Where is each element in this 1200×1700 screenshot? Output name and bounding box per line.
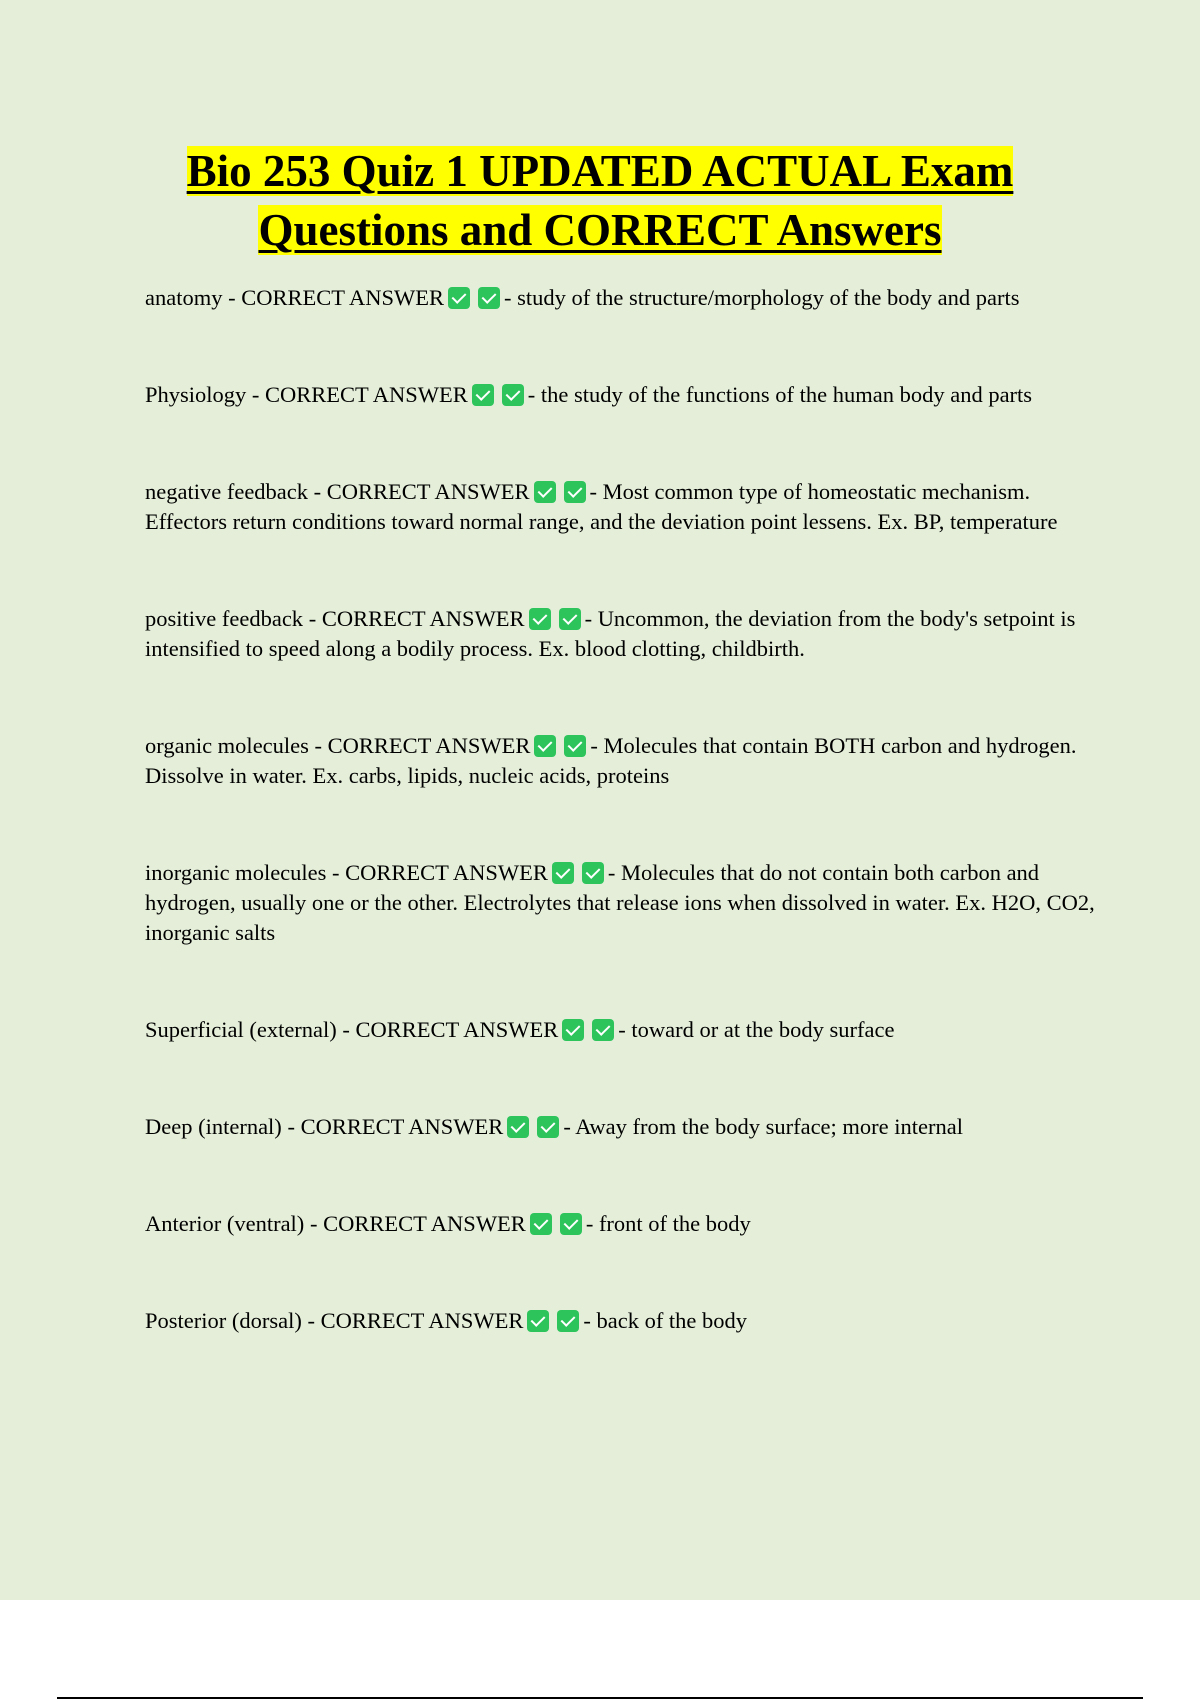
entry-term: positive feedback — [145, 606, 304, 631]
correct-answer-label: CORRECT ANSWER — [345, 860, 548, 885]
check-mark-icon — [502, 384, 524, 406]
check-mark-icon — [564, 481, 586, 503]
qa-entry: positive feedback - CORRECT ANSWER - Uncommon, the deviation from the body's setpoint is intensified to speed along a bodily process. Ex. blood clotting, childbirth. — [145, 606, 1076, 661]
entry-term: anatomy — [145, 285, 223, 310]
check-mark-icon — [530, 1213, 552, 1235]
qa-entry: organic molecules - CORRECT ANSWER - Molecules that contain BOTH carbon and hydrogen. Dissolve in water. Ex. carbs, lipids, nucleic acids, proteins — [145, 733, 1077, 788]
check-mark-icon — [582, 862, 604, 884]
correct-answer-label: CORRECT ANSWER — [321, 606, 525, 631]
check-mark-icon — [529, 608, 551, 630]
entry-term: inorganic molecules — [145, 860, 327, 885]
correct-answer-label: CORRECT ANSWER — [241, 285, 444, 310]
entry-term: organic molecules — [145, 733, 309, 758]
qa-entry: Posterior (dorsal) - CORRECT ANSWER - back of the body — [145, 1308, 748, 1333]
entry-term: Posterior (dorsal) — [145, 1308, 302, 1333]
check-mark-icon — [472, 384, 494, 406]
correct-answer-label: CORRECT ANSWER — [265, 382, 468, 407]
qa-list — [145, 283, 1095, 1336]
qa-entry: negative feedback - CORRECT ANSWER - Most common type of homeostatic mechanism. Effectors return conditions toward normal range, and the deviation point lessens. Ex. BP, temperature — [145, 479, 1058, 534]
correct-answer-label: CORRECT ANSWER — [320, 1308, 524, 1333]
entry-term: negative feedback — [145, 479, 309, 504]
check-mark-icon — [537, 1116, 559, 1138]
entry-term: Anterior (ventral) — [145, 1211, 305, 1236]
qa-entry: Superficial (external) - CORRECT ANSWER - toward or at the body surface — [145, 1017, 895, 1042]
entry-definition: Molecules that do not contain both carbon and hydrogen, usually one or the other. Electrolytes that release ions when dissolved in water. Ex. H2O, CO2, inorganic salts — [145, 860, 1095, 945]
document-title — [100, 142, 1100, 260]
correct-answer-label: CORRECT ANSWER — [323, 1211, 526, 1236]
entry-definition: back of the body — [596, 1308, 748, 1333]
check-mark-icon — [534, 735, 556, 757]
qa-entry: inorganic molecules - CORRECT ANSWER - Molecules that do not contain both carbon and hydrogen, usually one or the other. Electrolytes that release ions when dissolved in water. Ex. H2O, CO2, inorganic salts — [145, 860, 1095, 945]
entry-definition: Molecules that contain BOTH carbon and hydrogen. Dissolve in water. Ex. carbs, lipids, nucleic acids, proteins — [145, 733, 1077, 788]
entry-definition: Away from the body surface; more internal — [575, 1114, 963, 1139]
check-mark-icon — [552, 862, 574, 884]
qa-entry: Deep (internal) - CORRECT ANSWER - Away from the body surface; more internal — [145, 1114, 963, 1139]
check-mark-icon — [534, 481, 556, 503]
entry-definition: front of the body — [598, 1211, 751, 1236]
check-mark-icon — [564, 735, 586, 757]
check-mark-icon — [560, 1213, 582, 1235]
check-mark-icon — [559, 608, 581, 630]
check-mark-icon — [592, 1019, 614, 1041]
correct-answer-label: CORRECT ANSWER — [327, 733, 531, 758]
correct-answer-label: CORRECT ANSWER — [326, 479, 530, 504]
title-line-2: Questions and CORRECT Answers — [258, 205, 942, 255]
check-mark-icon — [527, 1310, 549, 1332]
entry-term: Deep (internal) — [145, 1114, 282, 1139]
check-mark-icon — [562, 1019, 584, 1041]
check-mark-icon — [507, 1116, 529, 1138]
correct-answer-label: CORRECT ANSWER — [355, 1017, 559, 1042]
entry-term: Superficial (external) — [145, 1017, 337, 1042]
qa-entry: anatomy - CORRECT ANSWER - study of the structure/morphology of the body and parts — [145, 285, 1020, 310]
check-mark-icon — [557, 1310, 579, 1332]
qa-entry: Anterior (ventral) - CORRECT ANSWER - front of the body — [145, 1211, 751, 1236]
entry-definition: toward or at the body surface — [631, 1017, 895, 1042]
qa-entry: Physiology - CORRECT ANSWER - the study of the functions of the human body and parts — [145, 382, 1033, 407]
entry-definition: Uncommon, the deviation from the body's setpoint is intensified to speed along a bodily process. Ex. blood clotting, childbirth. — [145, 606, 1076, 661]
entry-definition: Most common type of homeostatic mechanism. Effectors return conditions toward normal range, and the deviation point lessens. Ex. BP, temperature — [145, 479, 1058, 534]
title-line-1: Bio 253 Quiz 1 UPDATED ACTUAL Exam — [186, 146, 1014, 196]
entry-definition: study of the structure/morphology of the body and parts — [517, 285, 1020, 310]
entry-term: Physiology — [145, 382, 247, 407]
entry-definition: the study of the functions of the human body and parts — [540, 382, 1033, 407]
page-divider — [57, 1697, 1143, 1699]
check-mark-icon — [448, 287, 470, 309]
correct-answer-label: CORRECT ANSWER — [300, 1114, 504, 1139]
check-mark-icon — [478, 287, 500, 309]
